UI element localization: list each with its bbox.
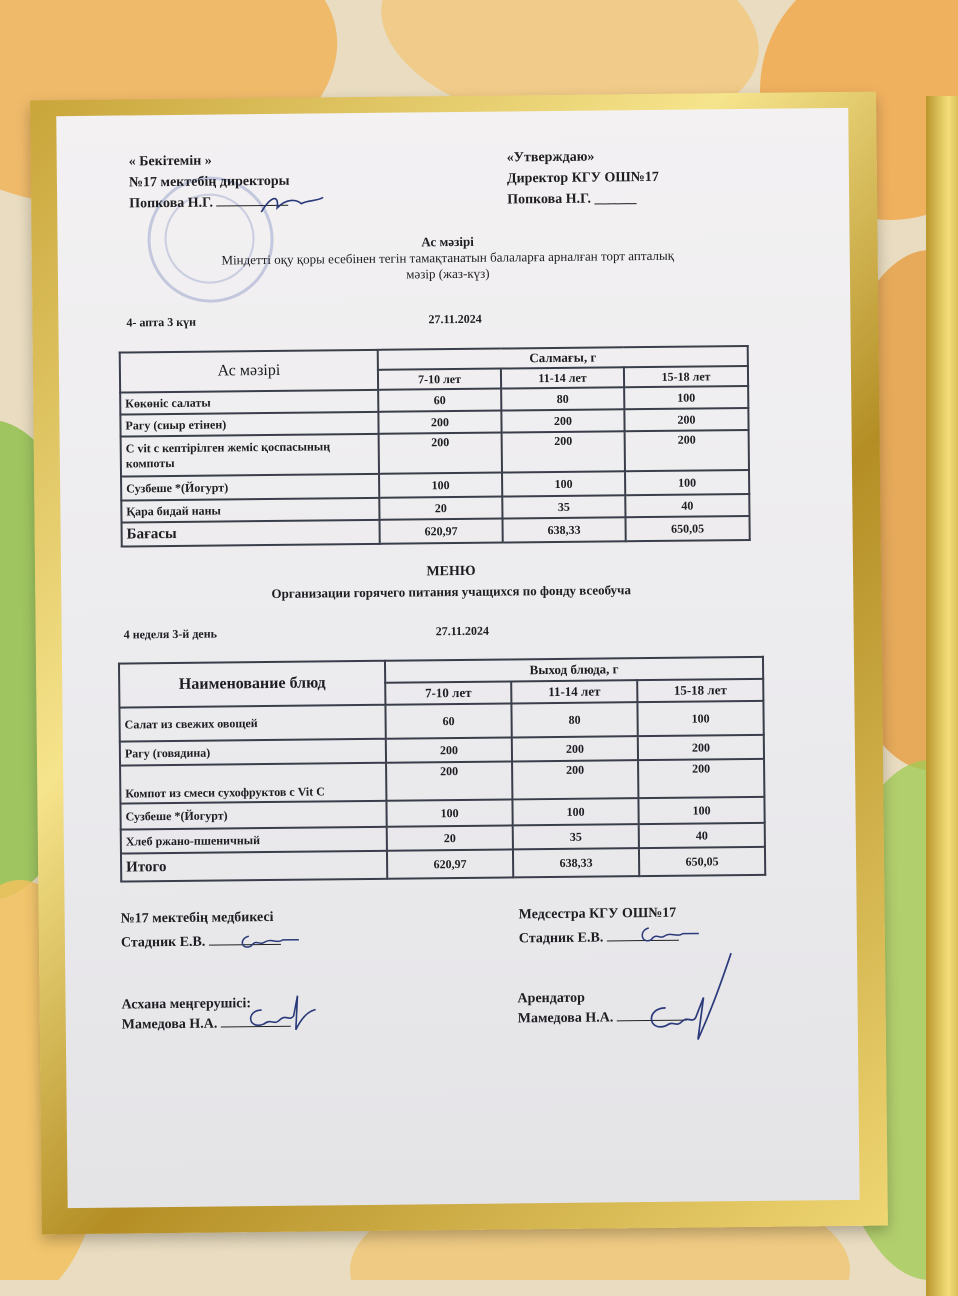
ru-weight-header: Выход блюда, г [385, 657, 763, 683]
kz-menu-title: Ас мәзірі Міндетті оқу қоры есебінен тегін тамақтанатын балаларға арналған торт апталық мәзір (жаз-күз) [221, 233, 675, 282]
table-row: Сузбеше *(Йогурт) 100 100 100 [120, 797, 764, 830]
total-row: Бағасы 620,97 638,33 650,05 [122, 516, 750, 547]
nurse-ru-name-line: Стадник Е.В. [519, 926, 679, 952]
table-row: Көкөніс салаты 60 80 100 [120, 386, 748, 415]
director-signature [257, 189, 327, 220]
adjacent-frame-edge [926, 96, 958, 1296]
ru-week-day: 4 неделя 3-й день [123, 626, 218, 642]
kz-age-group: 11-14 лет [501, 367, 624, 388]
nurse-signature-right [635, 921, 705, 948]
approval-left-line1: « Бекітемін » [128, 153, 212, 170]
approval-right-line3: Попкова Н.Г. ______ [507, 191, 637, 208]
tenant-signature-right [635, 947, 746, 1048]
table-row: Компот из смеси сухофруктов с Vit C 200 200 200 [120, 759, 764, 804]
total-row: Итого 620,97 638,33 650,05 [121, 847, 765, 882]
kz-weight-header: Салмағы, г [378, 346, 748, 370]
tenant-ru-title: Арендатор [517, 990, 585, 1007]
nurse-ru-title: Медсестра КГУ ОШ№17 [518, 905, 677, 923]
canteen-kz-name-line: Мамедова Н.А. [122, 1014, 291, 1036]
nurse-kz-title: №17 мектебің медбикесі [120, 909, 274, 927]
table-row: Қара бидай наны 20 35 40 [121, 494, 749, 523]
approval-right [507, 146, 660, 211]
table-row: Сузбеше *(Йогурт) 100 100 100 [121, 470, 749, 501]
table-row: Хлеб ржано-пшеничный 20 35 40 [121, 823, 765, 854]
kz-date: 27.11.2024 [428, 311, 482, 327]
nurse-kz-name-line: Стадник Е.В. [121, 930, 281, 956]
nurse-signature-left [237, 930, 307, 955]
tenant-ru-name-line: Мамедова Н.А. [518, 1008, 687, 1030]
ru-age-group: 11-14 лет [511, 680, 637, 703]
ru-menu-table [118, 656, 766, 883]
table-row: Рагу (сиыр етінен) 200 200 200 [120, 408, 748, 437]
canteen-signature-left [241, 989, 322, 1040]
kz-name-header: Ас мәзірі [120, 350, 378, 393]
ru-age-group: 7-10 лет [385, 681, 511, 704]
ru-age-group: 15-18 лет [637, 679, 763, 702]
menu-sheet [56, 108, 859, 1208]
ru-date: 27.11.2024 [435, 623, 490, 639]
kz-menu-table [119, 345, 751, 548]
gold-picture-frame [30, 92, 888, 1235]
kz-week-day: 4- апта 3 күн [126, 314, 197, 330]
table-row: Салат из свежих овощей 60 80 100 [119, 701, 763, 742]
approval-left-line2: №17 мектебің директоры [128, 173, 290, 191]
approval-left-line3: Попкова Н.Г. [129, 192, 290, 215]
ru-menu-title: МЕНЮ Организации горячего питания учащихся по фонду всеобуча [271, 563, 632, 601]
approval-right-line1: «Утверждаю» [506, 149, 595, 166]
ru-name-header: Наименование блюд [119, 661, 385, 708]
table-row: Рагу (говядина) 200 200 200 [120, 735, 764, 766]
canteen-kz-title: Асхана меңгерушісі: [121, 996, 252, 1013]
kz-age-group: 15-18 лет [624, 366, 748, 387]
table-row: С vit с кептірілген жеміс қоспасының компоты 200 200 200 [121, 430, 749, 477]
kz-age-group: 7-10 лет [378, 369, 501, 390]
approval-right-line2: Директор КГУ ОШ№17 [506, 169, 659, 187]
